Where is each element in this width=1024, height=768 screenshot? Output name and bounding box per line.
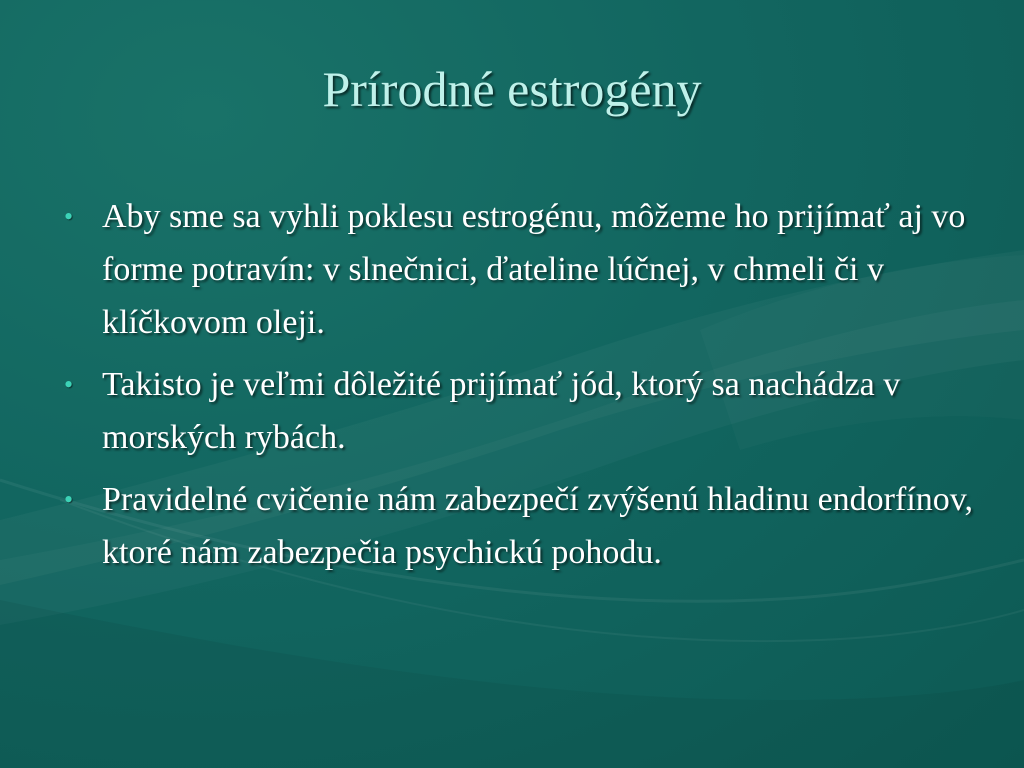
bullet-icon: • (64, 202, 74, 231)
bullet-item-exercise (60, 473, 975, 579)
bullet-text: Takisto je veľmi dôležité prijímať jód, ktorý sa nachádza v morských rybách. (102, 366, 901, 456)
bullet-icon: • (64, 370, 74, 399)
wave-shape-lower (0, 600, 1024, 768)
bullet-text: Pravidelné cvičenie nám zabezpečí zvýšenú hladinu endorfínov, ktoré nám zabezpečia psychickú pohodu. (102, 481, 974, 571)
bullet-item-iodine (60, 358, 975, 464)
bullet-text: Aby sme sa vyhli poklesu estrogénu, môžeme ho prijímať aj vo forme potravín: v slnečnici, ďateline lúčnej, v chmeli či v klíčkovom oleji. (102, 198, 966, 341)
bullet-icon: • (64, 485, 74, 514)
bullet-list (60, 190, 975, 588)
slide-title: Prírodné estrogény (322, 61, 702, 117)
bullet-item-phytoestrogens (60, 190, 975, 349)
